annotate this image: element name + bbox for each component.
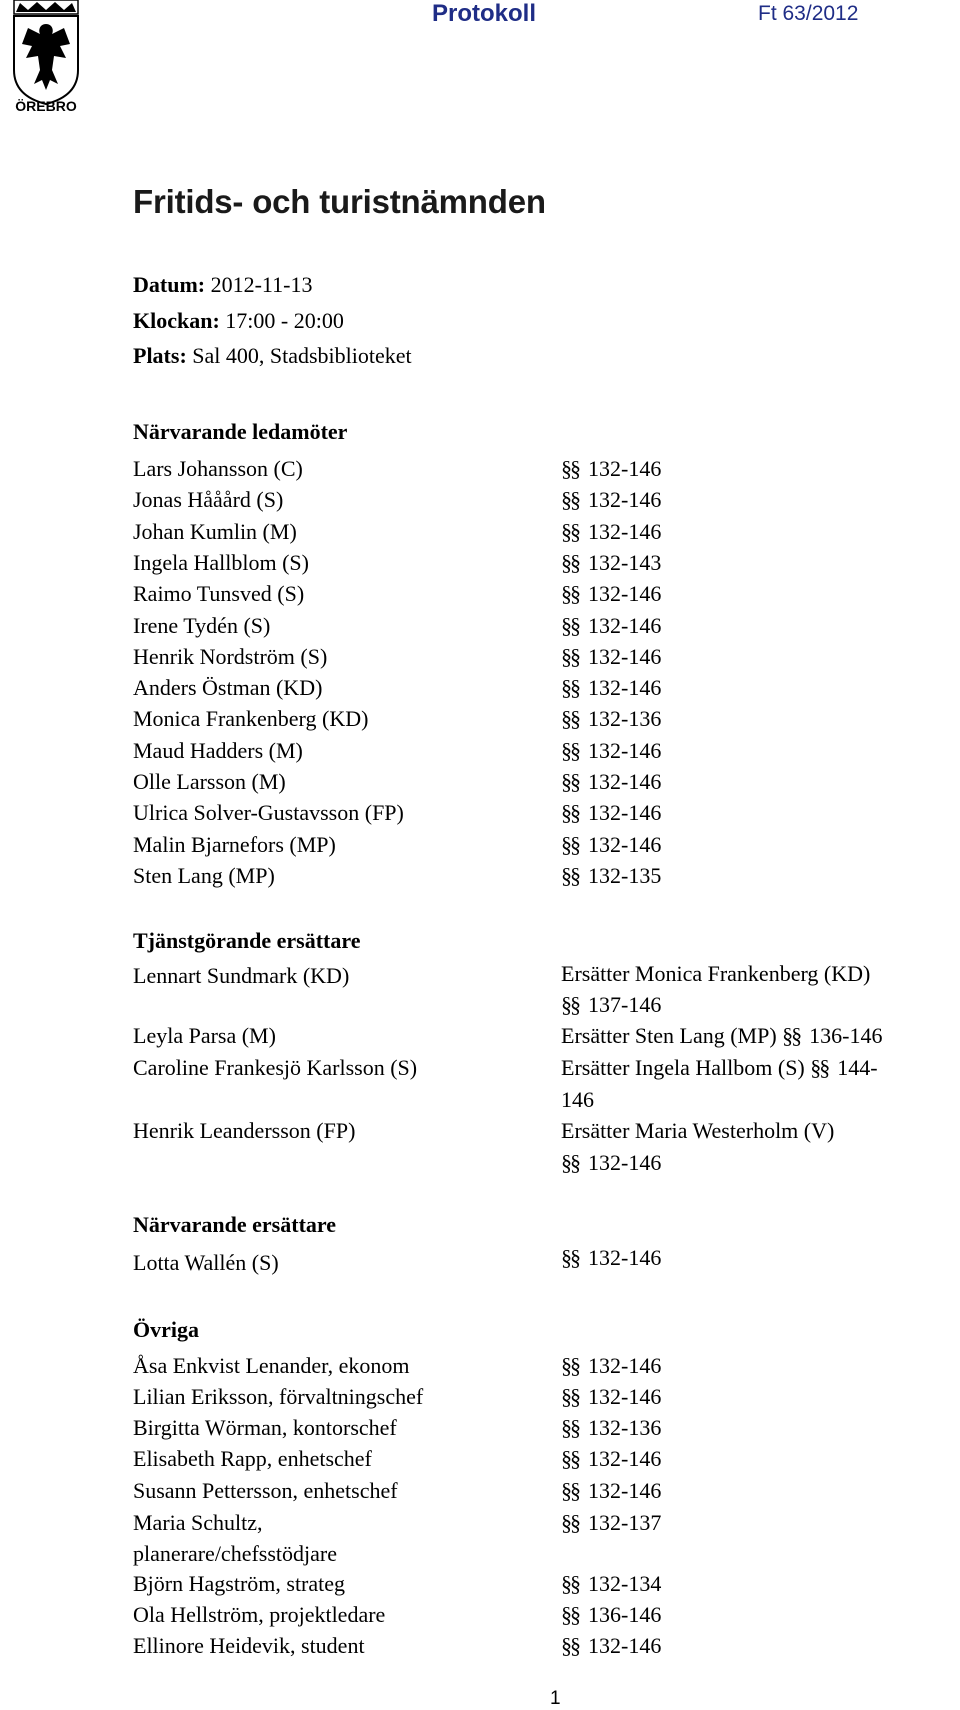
list-item-name-continued: planerare/chefsstödjare: [133, 1541, 337, 1566]
list-item-name: Lotta Wallén (S): [133, 1250, 279, 1275]
document-reference: Ft 63/2012: [758, 2, 859, 25]
list-item-note: Ersätter Ingela Hallbom (S) §§ 144-: [561, 1055, 878, 1080]
list-item-paragraphs: §§ 132-134: [561, 1571, 662, 1596]
list-item-name: Maria Schultz,: [133, 1510, 263, 1535]
list-item-name: Irene Tydén (S): [133, 612, 271, 638]
list-item-paragraphs: §§ 132-146: [561, 1384, 662, 1409]
list-item-name: Jonas Hååård (S): [133, 487, 284, 513]
list-item-note: Ersätter Sten Lang (MP) §§ 136-146: [561, 1023, 883, 1048]
list-item-note-continued: 146: [561, 1087, 594, 1112]
list-item-name: Raimo Tunsved (S): [133, 581, 305, 607]
section-heading-tjanstgorande: Tjänstgörande ersättare: [133, 928, 361, 953]
meta-place: Plats: Sal 400, Stadsbiblioteket: [133, 343, 412, 368]
list-item-name: Ingela Hallblom (S): [133, 549, 309, 575]
list-item-paragraphs: §§ 132-146: [561, 1353, 662, 1378]
list-item-name: Anders Östman (KD): [133, 675, 323, 701]
list-item-name: Maud Hadders (M): [133, 737, 303, 763]
list-item-paragraphs: §§ 132-146: [561, 1478, 662, 1503]
section-heading-ledamoter: Närvarande ledamöter: [133, 419, 348, 444]
list-item-paragraphs: §§ 132-146: [561, 800, 662, 826]
list-item-paragraphs: §§ 132-146: [561, 831, 662, 857]
list-item-note: Ersätter Maria Westerholm (V): [561, 1118, 835, 1143]
list-item-name: Birgitta Wörman, kontorschef: [133, 1415, 397, 1440]
list-item-paragraphs: §§ 132-146: [561, 456, 662, 481]
list-item-name: Ulrica Solver-Gustavsson (FP): [133, 800, 404, 826]
list-item-paragraphs: §§ 132-146: [561, 612, 662, 638]
list-item-name: Ellinore Heidevik, student: [133, 1633, 365, 1658]
orebro-coat-of-arms-logo: [10, 0, 82, 112]
list-item-paragraphs: §§ 132-136: [561, 1415, 662, 1440]
list-item-name: Björn Hagström, strateg: [133, 1571, 346, 1596]
list-item-name: Ola Hellström, projektledare: [133, 1602, 386, 1627]
list-item-paragraphs: §§ 132-137: [561, 1510, 662, 1535]
page-number: 1: [550, 1688, 561, 1709]
list-item-paragraphs: §§ 132-146: [561, 581, 662, 607]
list-item-paragraphs: §§ 132-146: [561, 1150, 662, 1175]
list-item-paragraphs: §§ 136-146: [561, 1602, 662, 1627]
section-heading-ovriga: Övriga: [133, 1317, 199, 1342]
list-item-note: Ersätter Monica Frankenberg (KD): [561, 961, 871, 986]
list-item-name: Monica Frankenberg (KD): [133, 706, 369, 732]
list-item-paragraphs: §§ 132-146: [561, 643, 662, 669]
meta-date: Datum: 2012-11-13: [133, 272, 313, 297]
list-item-name: Olle Larsson (M): [133, 769, 286, 794]
list-item-paragraphs: §§ 132-146: [561, 1446, 662, 1471]
meta-time: Klockan: 17:00 - 20:00: [133, 308, 344, 333]
document-title: Fritids- och turistnämnden: [133, 183, 546, 220]
list-item-paragraphs: §§ 132-146: [561, 518, 662, 544]
list-item-name: Caroline Frankesjö Karlsson (S): [133, 1055, 418, 1080]
list-item-name: Lennart Sundmark (KD): [133, 963, 350, 988]
list-item-name: Susann Pettersson, enhetschef: [133, 1478, 398, 1503]
list-item-paragraphs: §§ 132-146: [561, 769, 662, 794]
list-item-paragraphs: §§ 132-143: [561, 549, 662, 575]
header-title: Protokoll: [432, 0, 537, 27]
list-item-paragraphs: §§ 132-146: [561, 737, 662, 763]
list-item-name: Malin Bjarnefors (MP): [133, 831, 336, 857]
section-heading-narvarande-ersattare: Närvarande ersättare: [133, 1212, 337, 1237]
list-item-name: Åsa Enkvist Lenander, ekonom: [133, 1353, 410, 1378]
list-item-name: Lars Johansson (C): [133, 456, 303, 481]
list-item-paragraphs: §§ 132-135: [561, 862, 662, 888]
list-item-name: Henrik Nordström (S): [133, 643, 328, 669]
list-item-name: Johan Kumlin (M): [133, 518, 297, 544]
list-item-paragraphs: §§ 132-146: [561, 1633, 662, 1658]
list-item-paragraphs: §§ 132-136: [561, 706, 662, 732]
list-item-name: Leyla Parsa (M): [133, 1023, 276, 1048]
list-item-name: Sten Lang (MP): [133, 862, 275, 888]
svg-text:ÖREBRO: ÖREBRO: [15, 98, 77, 112]
list-item-paragraphs: §§ 132-146: [561, 1245, 662, 1270]
list-item-paragraphs: §§ 137-146: [561, 992, 662, 1017]
list-item-paragraphs: §§ 132-146: [561, 487, 662, 513]
list-item-name: Lilian Eriksson, förvaltningschef: [133, 1384, 424, 1409]
list-item-paragraphs: §§ 132-146: [561, 675, 662, 701]
list-item-name: Henrik Leandersson (FP): [133, 1118, 356, 1143]
list-item-name: Elisabeth Rapp, enhetschef: [133, 1446, 372, 1471]
